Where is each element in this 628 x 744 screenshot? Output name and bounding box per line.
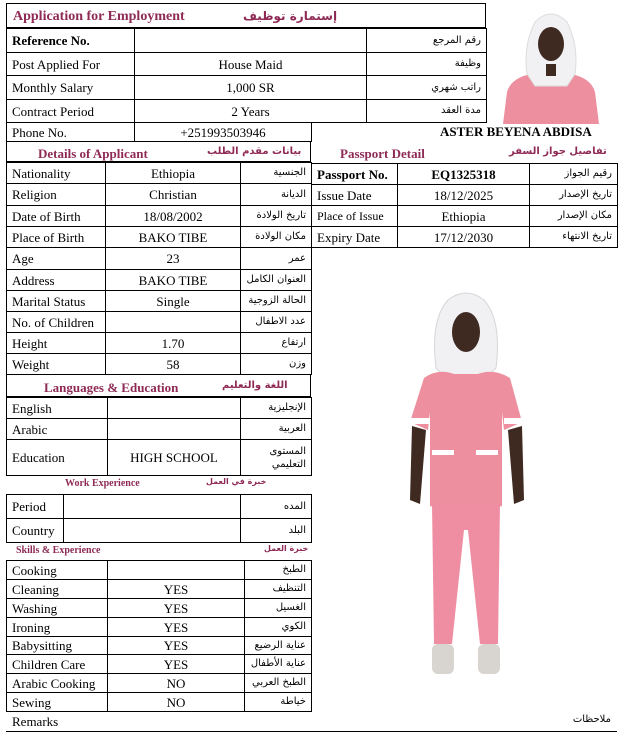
religion-value: Christian (106, 184, 241, 206)
passport-title-ar: تفاصيل جواز السفر (509, 146, 607, 157)
skill-value: YES (108, 599, 245, 618)
details-header (6, 141, 311, 162)
remarks-label: Remarks (12, 714, 59, 729)
reference-row (7, 29, 487, 53)
skill-value (108, 561, 245, 580)
languages-title-ar: اللغة والتعليم (222, 380, 288, 391)
period-label: Period (7, 495, 64, 519)
dob-label: Date of Birth (7, 206, 106, 227)
religion-row (7, 184, 312, 206)
skill-value: YES (108, 637, 245, 655)
issue-place-row (312, 206, 618, 227)
passport-no-ar: رقيم الجواز (530, 164, 618, 185)
skill-ar: التنظيف (245, 580, 312, 599)
dob-value: 18/08/2002 (106, 206, 241, 227)
weight-label: Weight (7, 354, 106, 375)
contract-label: Contract Period (7, 100, 135, 123)
pob-row (7, 227, 312, 248)
age-value: 23 (106, 248, 241, 270)
skill-row (7, 580, 312, 599)
skill-value: NO (108, 693, 245, 712)
salary-ar: راتب شهري (367, 76, 487, 100)
nationality-ar: الجنسية (241, 163, 312, 184)
address-value: BAKO TIBE (106, 270, 241, 291)
reference-value (135, 29, 367, 53)
phone-label: Phone No. (7, 123, 135, 142)
header-title-ar: إستمارة توظيف (243, 9, 338, 23)
religion-ar: الديانة (241, 184, 312, 206)
post-value: House Maid (135, 53, 367, 76)
english-value (108, 398, 241, 419)
applicant-name: ASTER BEYENA ABDISA (440, 124, 592, 139)
marital-row (7, 291, 312, 312)
period-ar: المده (241, 495, 312, 519)
details-title-ar: بيانات مقدم الطلب (207, 146, 302, 157)
skill-value: NO (108, 674, 245, 693)
work-table (6, 494, 312, 543)
languages-table (6, 397, 312, 476)
education-ar: المستوى التعليمي (241, 440, 312, 476)
country-value (64, 519, 241, 543)
header-title-en: Application for Employment (13, 9, 185, 24)
skill-ar: الطبخ (245, 561, 312, 580)
languages-title-en: Languages & Education (44, 380, 179, 395)
post-label: Post Applied For (7, 53, 135, 76)
period-row (7, 495, 312, 519)
arabic-ar: العربية (241, 419, 312, 440)
remarks-ar: ملاحظات (572, 714, 611, 725)
skill-value: YES (108, 655, 245, 674)
details-table (6, 162, 312, 375)
marital-label: Marital Status (7, 291, 106, 312)
work-header (6, 475, 311, 494)
skill-ar: الطبخ العربي (245, 674, 312, 693)
header-title-box (6, 3, 486, 28)
work-title-ar: خبرة في العمل (206, 477, 267, 486)
english-ar: الإنجليزية (241, 398, 312, 419)
skill-value: YES (108, 580, 245, 599)
passport-no-row (312, 164, 618, 185)
skill-ar: خياطة (245, 693, 312, 712)
expiry-date-row (312, 227, 618, 248)
reference-label: Reference No. (7, 29, 135, 53)
dob-ar: تاريخ الولادة (241, 206, 312, 227)
age-row (7, 248, 312, 270)
skill-row (7, 655, 312, 674)
skill-label: Arabic Cooking (7, 674, 108, 693)
issue-date-row (312, 185, 618, 206)
issue-place-ar: مكان الإصدار (530, 206, 618, 227)
country-row (7, 519, 312, 543)
education-row (7, 440, 312, 476)
languages-header (6, 375, 311, 397)
skill-value: YES (108, 618, 245, 637)
post-row (7, 53, 487, 76)
nationality-row (7, 163, 312, 184)
skills-title-ar: خبرة العمل (264, 544, 309, 553)
portrait-photo (497, 6, 605, 124)
english-row (7, 398, 312, 419)
skill-row (7, 693, 312, 712)
skills-table (6, 560, 312, 712)
contract-row (7, 100, 487, 123)
pob-label: Place of Birth (7, 227, 106, 248)
contract-ar: مدة العقد (367, 100, 487, 123)
passport-header (311, 141, 617, 163)
issue-date-label: Issue Date (312, 185, 398, 206)
country-ar: البلد (241, 519, 312, 543)
salary-label: Monthly Salary (7, 76, 135, 100)
arabic-label: Arabic (7, 419, 108, 440)
phone-value: +251993503946 (135, 123, 312, 142)
remarks-row (6, 712, 617, 732)
height-label: Height (7, 333, 106, 354)
children-value (106, 312, 241, 333)
skill-row (7, 599, 312, 618)
dob-row (7, 206, 312, 227)
skill-label: Washing (7, 599, 108, 618)
post-ar: وظيفة (367, 53, 487, 76)
height-ar: ارتفاع (241, 333, 312, 354)
skill-row (7, 637, 312, 655)
skill-label: Children Care (7, 655, 108, 674)
children-ar: عدد الاطفال (241, 312, 312, 333)
arabic-value (108, 419, 241, 440)
skill-label: Ironing (7, 618, 108, 637)
issue-place-value: Ethiopia (398, 206, 530, 227)
address-label: Address (7, 270, 106, 291)
children-label: No. of Children (7, 312, 106, 333)
skill-label: Sewing (7, 693, 108, 712)
reference-ar: رقم المرجع (367, 29, 487, 53)
passport-title-en: Passport Detail (340, 146, 425, 161)
expiry-date-ar: تاريخ الانتهاء (530, 227, 618, 248)
expiry-date-label: Expiry Date (312, 227, 398, 248)
skill-ar: الغسيل (245, 599, 312, 618)
skill-ar: عناية الأطفال (245, 655, 312, 674)
height-row (7, 333, 312, 354)
skill-label: Cooking (7, 561, 108, 580)
pob-value: BAKO TIBE (106, 227, 241, 248)
passport-table (311, 163, 618, 248)
skill-label: Babysitting (7, 637, 108, 655)
passport-no-label: Passport No. (312, 164, 398, 185)
issue-place-label: Place of Issue (312, 206, 398, 227)
skill-row (7, 561, 312, 580)
english-label: English (7, 398, 108, 419)
marital-value: Single (106, 291, 241, 312)
contract-value: 2 Years (135, 100, 367, 123)
full-body-photo (404, 290, 530, 688)
skill-label: Cleaning (7, 580, 108, 599)
height-value: 1.70 (106, 333, 241, 354)
top-info-table (6, 28, 487, 123)
salary-value: 1,000 SR (135, 76, 367, 100)
skill-ar: الكوي (245, 618, 312, 637)
work-title-en: Work Experience (65, 478, 140, 489)
age-label: Age (7, 248, 106, 270)
education-value: HIGH SCHOOL (108, 440, 241, 476)
address-row (7, 270, 312, 291)
weight-value: 58 (106, 354, 241, 375)
skill-ar: عناية الرضيع (245, 637, 312, 655)
weight-ar: وزن (241, 354, 312, 375)
country-label: Country (7, 519, 64, 543)
nationality-value: Ethiopia (106, 163, 241, 184)
salary-row (7, 76, 487, 100)
religion-label: Religion (7, 184, 106, 206)
period-value (64, 495, 241, 519)
children-row (7, 312, 312, 333)
weight-row (7, 354, 312, 375)
age-ar: عمر (241, 248, 312, 270)
education-label: Education (7, 440, 108, 476)
details-title-en: Details of Applicant (38, 146, 148, 161)
pob-ar: مكان الولادة (241, 227, 312, 248)
skills-header (6, 542, 311, 560)
marital-ar: الحالة الزوجية (241, 291, 312, 312)
nationality-label: Nationality (7, 163, 106, 184)
skill-row (7, 618, 312, 637)
address-ar: العنوان الكامل (241, 270, 312, 291)
issue-date-value: 18/12/2025 (398, 185, 530, 206)
expiry-date-value: 17/12/2030 (398, 227, 530, 248)
phone-table (6, 122, 312, 142)
skill-row (7, 674, 312, 693)
skills-title-en: Skills & Experience (16, 545, 101, 556)
arabic-row (7, 419, 312, 440)
passport-no-value: EQ1325318 (398, 164, 530, 185)
issue-date-ar: تاريخ الإصدار (530, 185, 618, 206)
